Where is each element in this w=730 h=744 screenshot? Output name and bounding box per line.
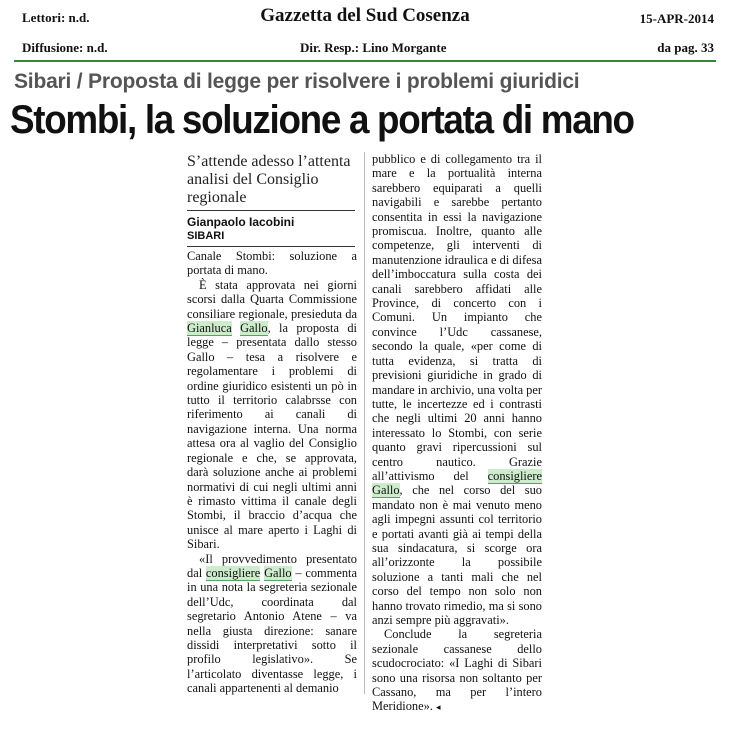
text-run: «Il provvedimento presentato dal [187,551,357,580]
subhead-divider [187,210,355,211]
paragraph-conclusion [372,627,542,714]
paragraph-continued [372,152,542,627]
article-author: Gianpaolo Iacobini [187,215,295,229]
highlight-surname: Gallo [264,565,292,580]
paragraph-approval [187,278,357,552]
article-kicker: Sibari / Proposta di legge per risolvere i problemi giuridici [14,70,580,93]
column-divider [364,152,365,694]
page-reference: da pag. 33 [657,40,714,55]
highlight-name: Gianluca [187,321,232,336]
article-column-1 [187,249,357,696]
end-of-article-icon: ◂ [436,702,441,713]
highlight-title: consigliere [487,468,542,483]
text-run: È stata approvata nei giorni scorsi dalla Quarta Commissione consiliare regionale, presieduta da [187,277,357,321]
highlight-surname: Gallo [372,483,400,498]
text-run: , che nel corso del suo mandato non è mai venuto meno agli impegni assunti col territorio e portati avanti già ai tempi della sua sindacatura, si scorge ora all’orizzonte la possibile soluzione a tanti mali che nel corso del tempo non solo non hanno trovato rimedio, ma si sono anzi sempre più aggravati». [372,483,542,627]
highlight-surname: Gallo [240,321,268,336]
diffusione-label: Diffusione: n.d. [22,40,108,55]
byline-divider [187,246,355,247]
text-run: , la proposta di legge – presentata dallo stesso Gallo – tesa a risolvere e regolamentare i problemi di ordine giuridico esistenti un pò in tutto il territorio calabrsse con riferimento ai canali di navigazione interna. Una norma attesa ora al vaglio del Consiglio regionale e che, se approvata, darà soluzione anche ai problemi normativi di cui negli ultimi anni è rimasto vittima il canale degli Stombi, il braccio d’acqua che unisce al mare aperto i Laghi di Sibari. [187,321,357,552]
text-run: Conclude la segreteria sezionale cassanese dello scudocrociato: «I Laghi di Sibari sono una risorsa non soltanto per Cassano, ma per l’intero Meridione». [372,627,542,714]
text-run: pubblico e di collegamento tra il mare e la portualità interna sarebbero equiparati a quelli navigabili e sarebbe pertanto consentita in essi la navigazione promiscua. Inoltre, quanto alle competenze, gli interventi di manutenzione idraulica e di difesa dell’imboccatura sulla costa dei canali sarebbero affidati alle Province, di concerto con i Comuni. Un impianto che convince l’Udc cassanese, secondo la quale, «per come di tutta evidenza, si tratta di previsioni giuridiche in grado di mandare in archivio, una volta per tutte, le incertezze ed i contrasti che negli ultimi 20 anni hanno interessato lo Stombi, con serie quanto gravi ripercussioni sul centro nautico. Grazie all’attivismo del [372,152,542,483]
text-run: – commenta in una nota la segreteria sezionale dell’Udc, coordinata dal segretario Antonio Atene – va nella giusta direzione: sanare dissidi interpretativi sotto il profilo legislativo». Se l’articolato diventasse legge, i canali appartenenti al demanio [187,565,357,696]
highlight-title: consigliere [205,565,261,580]
header-divider [14,60,716,62]
director-label: Dir. Resp.: Lino Morgante [300,40,447,55]
article-column-2 [372,152,542,715]
publication-date: 15-APR-2014 [639,11,714,26]
masthead-title: Gazzetta del Sud Cosenza [260,5,470,26]
article-headline: Stombi, la soluzione a portata di mano [10,98,634,142]
article-subhead: S’attende adesso l’attenta analisi del Consiglio regionale [187,153,351,206]
article-location: SIBARI [187,230,225,242]
paragraph-udc-comment [187,552,357,696]
lettori-label: Lettori: n.d. [22,10,90,25]
paragraph-intro: Canale Stombi: soluzione a portata di mano. [187,249,357,278]
